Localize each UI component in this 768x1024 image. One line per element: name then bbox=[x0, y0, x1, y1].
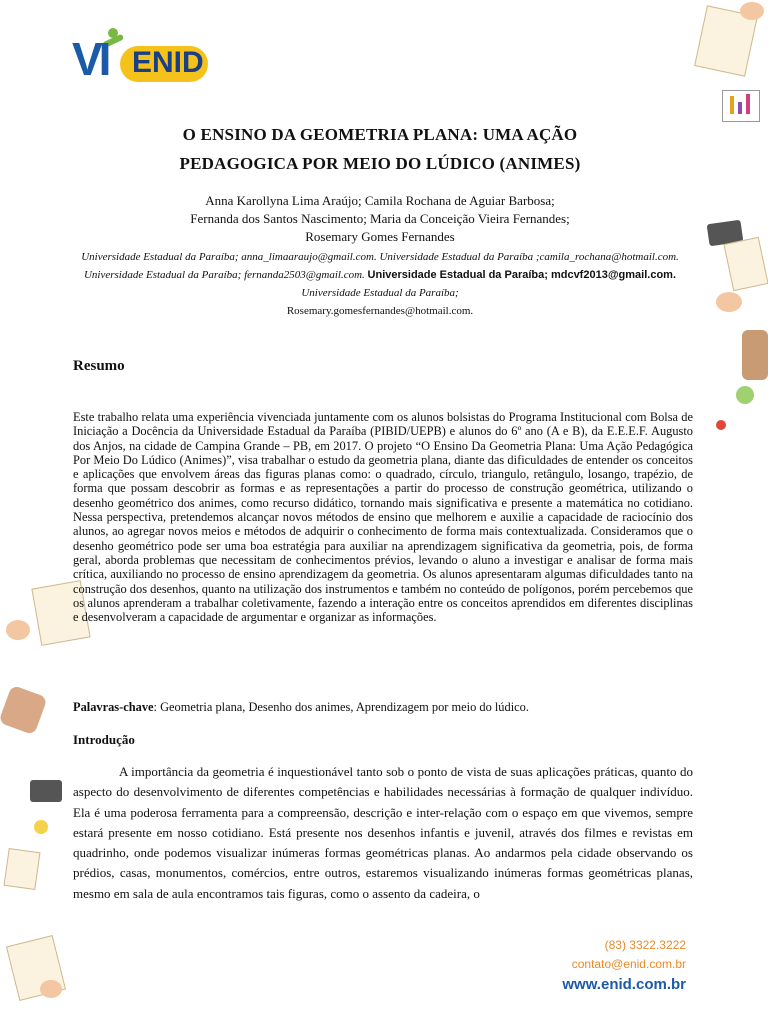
doodle-plant-icon bbox=[736, 386, 754, 404]
doodle-hand-left-icon-2 bbox=[40, 980, 62, 998]
doodle-apple-icon bbox=[716, 420, 726, 430]
doodle-tablet-left-icon bbox=[30, 780, 62, 802]
abstract-text: Este trabalho relata uma experiência vivenciada juntamente com os alunos bolsistas do Programa Institucional com Bolsa de Iniciação a Docência da Universidade Estadual da Paraíba (PIBID/UEPB) e alunos do 6º ano (A e B), da E.E.E.F. Augusto dos Anjos, na cidade de Campina Grande – PB, em 2017. O projeto “O Ensino Da Geometria Plana: Uma Ação Pedagógica Por Meio Do Lúdico (Animes)”, visa trabalhar o estudo da geometria plana, diante das dificuldades de entender os conceitos e aplicações que envolvem áreas das figuras planas como: o quadrado, círculo, triangulo, retângulo, losango, trapézio, de forma que possam descobrir as formas e as representações a partir do processo de construção geométrica, utilizando o desenho geométrico dos animes, como recurso didático, tornando mais significativa e presente a matemática no cotidiano. Nessa perspectiva, pretendemos alcançar novos métodos de ensino que melhorem e auxilie a capacidade de raciocínio dos alunos, ao agregar novos meios e métodos de adquirir o conhecimento de forma mais contextualizada. Consideramos que o desenho geométrico pode ser uma boa estratégia para auxiliar na aprendizagem significativa da geometria, pois, de forma geral, aborda problemas que necessitam de conhecimentos prévios, levando o aluno a investigar e analisar de forma mais crítica, auxiliando no processo de ensino aprendizagem da geometria. Os alunos apresentaram algumas dificuldades tanto na construção dos desenhos, quanto na utilização dos instrumentos e também no conteúdo de polígonos, porém percebemos que os alunos aprenderam a trabalhar coletivamente, fazendo a interação entre os conceitos aprendidos em diferentes disciplinas e desenvolveram a capacidade de argumentar e organizar as informações. bbox=[73, 410, 693, 625]
affiliation-email: Rosemary.gomesfernandes@hotmail.com. bbox=[286, 305, 474, 317]
doodle-hand-left-icon bbox=[6, 620, 30, 640]
keywords-label: Palavras-chave bbox=[73, 700, 154, 714]
introduction-text bbox=[73, 762, 693, 904]
affiliation-text: Universidade Estadual da Paraíba; anna_limaaraujo@gmail.com. Universidade Estadual da Paraíba ;camila_rochana@hotmail.com. Universidade Estadual da Paraíba; fernanda2503@gmail.com. bbox=[81, 251, 679, 281]
affiliation-text-bold: Universidade Estadual da Paraíba; mdcvf2013@gmail.com. bbox=[367, 269, 677, 281]
doodle-hand-icon bbox=[740, 2, 764, 20]
doodle-arm-icon bbox=[742, 330, 768, 380]
author-list bbox=[90, 192, 670, 246]
affiliation-text: Universidade Estadual da Paraíba; bbox=[301, 287, 459, 299]
author-line: Fernanda dos Santos Nascimento; Maria da Conceição Vieira Fernandes; bbox=[190, 211, 570, 226]
contact-phone: (83) 3322.3222 bbox=[604, 938, 686, 952]
logo-letters: VI bbox=[72, 33, 108, 85]
paper-title-line2: PEDAGOGICA POR MEIO DO LÚDICO (ANIMES) bbox=[179, 154, 581, 173]
author-line: Anna Karollyna Lima Araújo; Camila Rochana de Aguiar Barbosa; bbox=[205, 193, 555, 208]
keywords-text: : Geometria plana, Desenho dos animes, Aprendizagem por meio do lúdico. bbox=[153, 700, 529, 714]
introduction-paragraph: A importância da geometria é inquestionável tanto sob o ponto de vista de suas aplicações práticas, quanto do aspecto do desenvolvimento de diferentes competências e habilidades necessárias à formação de qualquer indivíduo. Ela é uma poderosa ferramenta para a compreensão, descrição e inter-relação com o espaço em que vivemos, sempre estará presente em nosso cotidiano. Está presente nos desenhos infantis e juvenil, através dos filmes e revistas em quadrinho, onde podemos visualizar inúmeras formas geométricas planas. Ao andarmos pela cidade observando os prédios, casas, monumentos, comércios, entre outros, estaremos visualizando inúmeras formas geométricas planas, mesmo em sala de aula encontramos tais figuras, como o assento da cadeira, o bbox=[73, 764, 693, 901]
doodle-note-left-icon bbox=[4, 848, 41, 890]
contact-info bbox=[562, 936, 686, 996]
doodle-arm-left-icon bbox=[0, 685, 48, 736]
abstract-heading: Resumo bbox=[73, 358, 125, 374]
contact-email[interactable]: contato@enid.com.br bbox=[571, 957, 686, 971]
enid-logo bbox=[72, 26, 212, 88]
introduction-heading: Introdução bbox=[73, 732, 135, 747]
doodle-hand-icon-2 bbox=[716, 292, 742, 312]
paper-title-line1: O ENSINO DA GEOMETRIA PLANA: UMA AÇÃO bbox=[182, 125, 578, 144]
keywords bbox=[73, 700, 693, 715]
affiliations bbox=[80, 248, 680, 320]
logo-word: ENID bbox=[132, 46, 204, 79]
contact-website[interactable]: www.enid.com.br bbox=[562, 976, 686, 993]
author-line: Rosemary Gomes Fernandes bbox=[305, 229, 455, 244]
doodle-notebook-icon bbox=[723, 237, 768, 291]
doodle-lightbulb-icon bbox=[34, 820, 48, 834]
